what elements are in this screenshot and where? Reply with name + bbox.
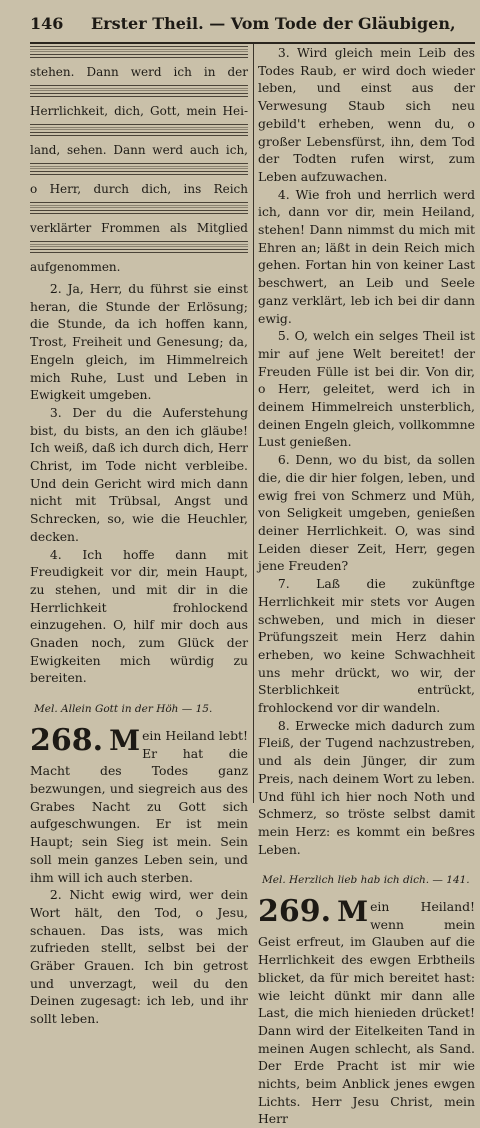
music-staff [30, 85, 248, 103]
stanza: 7. Laß die zukünftge Herrlichkeit mir stets vor Augen schweben, und mich in dieser Prüfungszeit mein Herz dahin erheben, wo keine Schwachheit uns mehr drückt, wo wir, der Sterblichkeit entrückt, frohlockend vor dir wandeln. [258, 576, 475, 716]
music-staff [30, 163, 248, 181]
hymn-text: ein Heiland lebt! Er hat die Macht des Todes ganz bezwungen, und siegreich aus des Grabes Nacht zu Gott sich aufgeschwungen. Er ist mein Haupt; sein Sieg ist mein. Sein soll mein ganzes Leben sein, und ihm will ich auch sterben. [30, 727, 248, 885]
drop-cap: M [109, 723, 141, 757]
hymn-number: 268. [30, 722, 104, 758]
stanza: 5. O, welch ein selges Theil ist mir auf jene Welt bereitet! der Freuden Fülle ist bei dir. Von dir, o Herr, geleitet, werd ich in deinem Himmelreich unsterblich, deinen Engeln gleich, vollkommne Lust genießen. [258, 328, 475, 450]
stanza: 2. Nicht ewig wird, wer dein Wort hält, den Tod, o Jesu, schauen. Das ists, was mich zufrieden stellt, selbst bei der Gräber Grauen. Ich bin getrost und unverzagt, weil du den Deinen zugesagt: ich leb, und ihr sollt leben. [30, 887, 248, 1027]
running-header [30, 14, 475, 38]
stanza: 4. Wie froh und herrlich werd ich, dann vor dir, mein Heiland, stehen! Dann nimmst du mich mit Ehren an; läßt in dein Reich mich gehen. Fortan hin von keiner Last beschwert, an Leib und Seele ganz verklärt, leb ich bei dir dann ewig. [258, 186, 475, 326]
melody-reference: Mel. Herzlich lieb hab ich dich. — 141. [262, 874, 470, 887]
melody-reference: Mel. Allein Gott in der Höh — 15. [34, 703, 213, 716]
music-staff [30, 241, 248, 259]
stanza: 3. Der du die Auferstehung bist, du bists, an den ich gläube! Ich weiß, daß ich durch dich, Herr Christ, im Tode nicht verbleibe. Und dein Gericht wird mich dann nicht mit Trübsal, Angst und Schrecken, so, wie die Heuchler, decken. [30, 404, 248, 544]
hymn-text: ein Heiland! wenn mein Geist erfreut, im Glauben auf die Herrlichkeit des ewgen Erbtheils blicket, da für mich bereitet hast: wie leicht dünkt mir dann alle Last, die mich hienieden drücket! Dann wird der Eitelkeiten Tand in meinen Augen schlecht, als Sand. Der Erde Pracht ist mir wie nichts, beim Anblick jenes ewgen Lichts. Herr Jesu Christ, mein Herr [258, 899, 475, 1127]
lyric-line: aufgenommen. [30, 260, 121, 274]
music-staff [30, 202, 248, 220]
lyric-line: verklärter Frommen als Mitglied [30, 221, 248, 235]
stanza: 8. Erwecke mich dadurch zum Fleiß, der Tugend nachzustreben, und als dein Jünger, dir zum Preis, nach deinem Wort zu leben. Und fühl ich hier noch Noth und Schmerz, so tröste selbst damit mein Herz: es kommt ein beßres Leben. [258, 717, 475, 857]
header-title: Erster Theil. — Vom Tode der Gläubigen, [90, 14, 456, 33]
hymn-268 [30, 722, 248, 886]
music-staff [30, 46, 248, 64]
stanza: 4. Ich hoffe dann mit Freudigkeit vor dir, mein Haupt, zu stehen, und mit dir in die Herrlichkeit frohlockend einzugehen. O, hilf mir doch aus Gnaden noch, zum Glück der Ewigkeiten mich würdig zu bereiten. [30, 546, 248, 686]
page-number: 146 [30, 14, 64, 33]
drop-cap: M [337, 895, 369, 929]
right-column [258, 44, 475, 1128]
lyric-line: o Herr, durch dich, ins Reich [30, 182, 248, 196]
lyric-line: Herrlichkeit, dich, Gott, mein Hei- [30, 104, 248, 118]
column-divider [253, 44, 254, 803]
stanza: 2. Ja, Herr, du führst sie einst heran, die Stunde der Erlösung; die Stunde, da ich hoffen kann, Trost, Freiheit und Genesung; da, Engeln gleich, im Himmelreich mich Ruhe, Lust und Leben in Ewigkeit umgeben. [30, 281, 248, 403]
stanza: 6. Denn, wo du bist, da sollen die, die dir hier folgen, leben, und ewig frei von Schmerz und Müh, von Seligkeit umgeben, genießen deiner Herrlichkeit. O, was sind Leiden dieser Zeit, Herr, gegen jene Freuden? [258, 452, 475, 574]
left-column [30, 44, 248, 1028]
hymn-269 [258, 894, 475, 1128]
lyric-line: land, sehen. Dann werd auch ich, [30, 143, 248, 157]
music-staff [30, 124, 248, 142]
stanza: 3. Wird gleich mein Leib des Todes Raub, er wird doch wieder leben, und einst aus der Verwesung Staub sich neu gebild't erheben, wenn du, o großer Lebensfürst, ihn, dem Tod der Todten rufen wirst, zum Leben aufzuwachen. [258, 45, 475, 184]
hymn-number: 269. [258, 894, 332, 930]
lyric-line: stehen. Dann werd ich in der [30, 65, 248, 79]
